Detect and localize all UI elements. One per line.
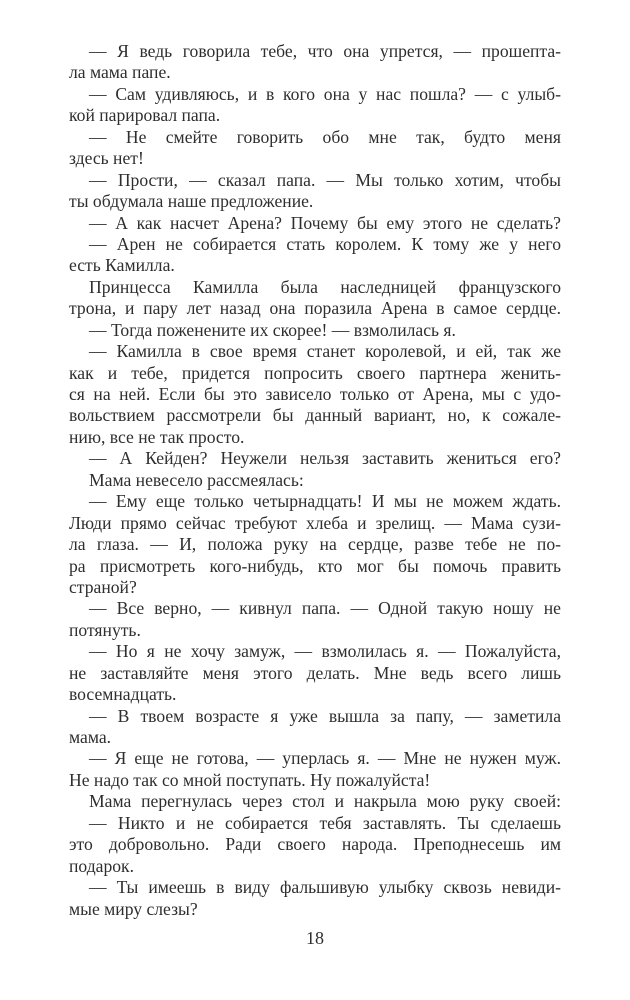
text-line: Мама невесело рассмеялась: xyxy=(89,469,304,490)
text-line: есть Камилла. xyxy=(69,255,175,276)
text-line: Люди прямо сейчас требуют хлеба и зрелищ. — Мама сузи- xyxy=(69,512,561,533)
text-line: — Прости, — сказал папа. — Мы только хотим, чтобы xyxy=(89,169,561,190)
text-line: ты обдумала наше предложение. xyxy=(69,191,314,212)
text-line: трона, и пару лет назад она поразила Арена в самое сердце. xyxy=(69,298,561,319)
paragraph xyxy=(69,234,561,277)
text-line: — Сам удивляюсь, и в кого она у нас пошла? — с улыб- xyxy=(89,83,561,104)
paragraph xyxy=(69,84,561,127)
text-line: — Не смейте говорить обо мне так, будто меня xyxy=(89,126,561,147)
text-line: вольствием рассмотрели бы данный вариант, но, к сожале- xyxy=(69,405,561,426)
text-line: Принцесса Камилла была наследницей французского xyxy=(89,276,561,297)
paragraph xyxy=(69,470,561,491)
paragraph xyxy=(69,320,561,341)
paragraph xyxy=(69,877,561,920)
text-line: восемнадцать. xyxy=(69,684,177,705)
text-line: — Я еще не готова, — уперлась я. — Мне не нужен муж. xyxy=(89,748,561,769)
text-line: — Ему еще только четырнадцать! И мы не можем ждать. xyxy=(89,491,561,512)
text-line: страной? xyxy=(69,576,137,597)
text-line: Не надо так со мной поступать. Ну пожалуйста! xyxy=(69,769,431,790)
text-line: это добровольно. Ради своего народа. Преподнесешь им xyxy=(69,834,561,855)
text-line: — А как насчет Арена? Почему бы ему этого не сделать? xyxy=(89,212,561,233)
paragraph xyxy=(69,448,561,469)
text-line: — В твоем возрасте я уже вышла за папу, — заметила xyxy=(89,705,561,726)
text-line: не заставляйте меня этого делать. Мне ведь всего лишь xyxy=(69,662,561,683)
page-number: 18 xyxy=(306,928,324,948)
text-line: мама. xyxy=(69,727,112,747)
text-line: — Ты имеешь в виду фальшивую улыбку сквозь невиди- xyxy=(89,877,561,898)
text-line: ла глаза. — И, положа руку на сердце, разве тебе не по- xyxy=(69,534,561,555)
text-line: ра присмотреть кого-нибудь, кто мог бы помочь править xyxy=(69,555,561,576)
text-line: — Тогда поженените их скорее! — взмолилась я. xyxy=(89,319,456,340)
paragraph xyxy=(69,341,561,448)
text-line: как и тебе, придется попросить своего партнера женить- xyxy=(69,362,561,383)
text-line: — Я ведь говорила тебе, что она упрется, — прошепта- xyxy=(89,41,561,61)
text-line: — Все верно, — кивнул папа. — Одной такую ношу не xyxy=(89,598,561,619)
text-line: нию, все не так просто. xyxy=(69,426,245,447)
text-line: — Арен не собирается стать королем. К тому же у него xyxy=(89,233,561,254)
text-line: — А Кейден? Неужели нельзя заставить жениться его? xyxy=(89,448,561,469)
text-line: — Никто и не собирается тебя заставлять. Ты сделаешь xyxy=(89,812,561,833)
text-line: потянуть. xyxy=(69,619,141,640)
paragraph xyxy=(69,170,561,213)
paragraph xyxy=(69,277,561,320)
paragraph xyxy=(69,641,561,705)
text-line: — Но я не хочу замуж, — взмолилась я. — Пожалуйста, xyxy=(89,641,561,662)
text-line: мые миру слезы? xyxy=(69,898,198,919)
paragraph xyxy=(69,213,561,234)
paragraph xyxy=(69,706,561,749)
paragraph xyxy=(69,41,561,84)
book-page-text xyxy=(69,41,561,920)
text-line: здесь нет! xyxy=(69,148,144,169)
paragraph xyxy=(69,813,561,877)
text-line: кой парировал папа. xyxy=(69,105,221,126)
text-line: ла мама папе. xyxy=(69,62,171,83)
text-line: — Камилла в свое время станет королевой, и ей, так же xyxy=(89,341,561,362)
paragraph xyxy=(69,791,561,812)
text-line: подарок. xyxy=(69,855,135,876)
text-line: ся на ней. Если бы это зависело только от Арена, мы с удо- xyxy=(69,384,561,404)
paragraph xyxy=(69,127,561,170)
paragraph xyxy=(69,748,561,791)
paragraph xyxy=(69,598,561,641)
paragraph xyxy=(69,491,561,598)
text-line: Мама перегнулась через стол и накрыла мою руку своей: xyxy=(89,791,561,812)
